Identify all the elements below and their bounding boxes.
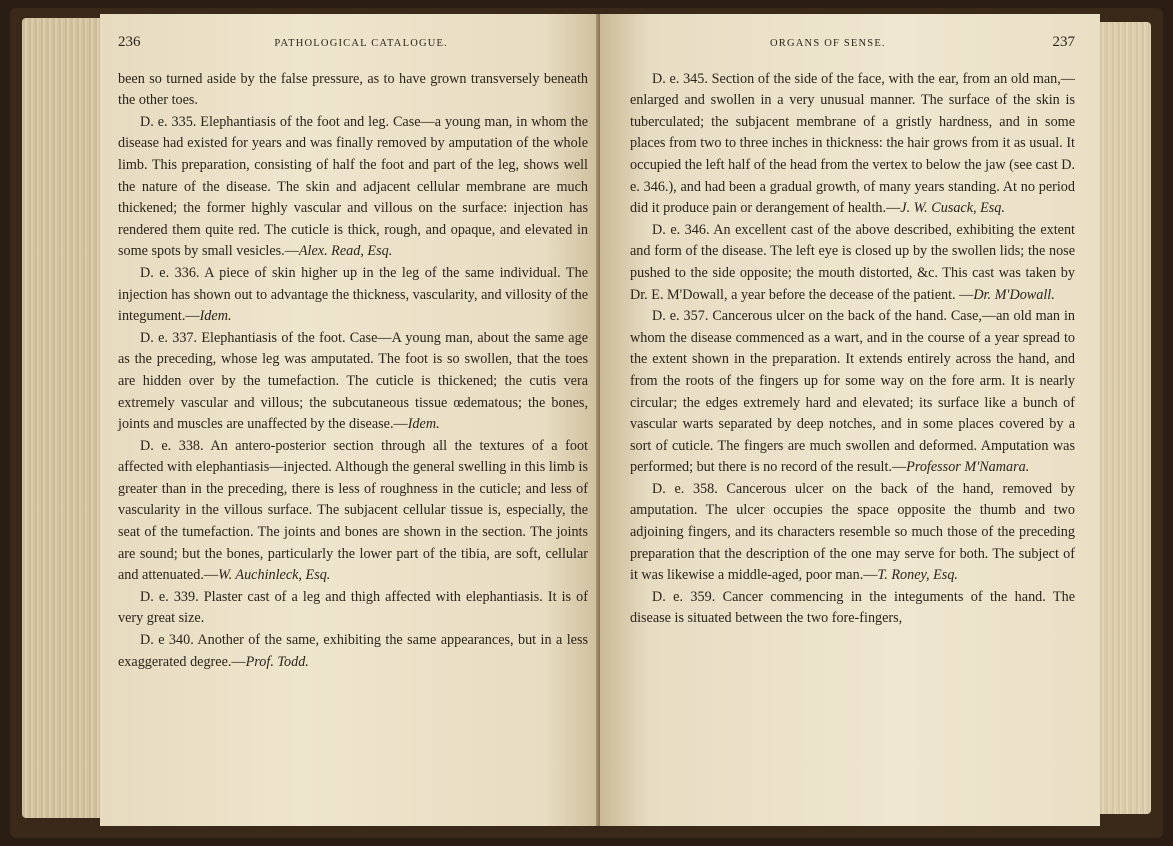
attribution: Idem. (199, 308, 232, 325)
left-page-text (118, 32, 588, 673)
paragraph: D. e. 336. A piece of skin higher up in the leg of the same individual. The injection has shown out to advantage the thickness, vascularity, and villosity of the integument.—Idem. (118, 264, 588, 325)
paragraph: D. e. 339. Plaster cast of a leg and thigh affected with elephantiasis. It is of very great size. (118, 588, 588, 627)
right-page (600, 14, 1100, 826)
page-number: 236 (118, 34, 141, 50)
paragraph: D. e. 337. Elephantiasis of the foot. Case—A young man, about the same age as the preceding, whose leg was amputated. The foot is so swollen, that the toes are hidden over by the tumefaction. The cuticle is thickened; the cutis vera extremely vascular and villous; the subcutaneous tissue œdematous; the bones, joints and muscles are unaffected by the disease.—Idem. (118, 329, 588, 433)
running-head: ORGANS OF SENSE. (770, 38, 886, 49)
running-head: PATHOLOGICAL CATALOGUE. (274, 38, 448, 49)
right-page-header (630, 32, 1075, 55)
attribution: Idem. (407, 416, 440, 433)
paragraph: D. e. 357. Cancerous ulcer on the back of the hand. Case,—an old man in whom the disease commenced as a wart, and in the course of a year spread to the extent shown in the preparation. It extends entirely across the hand, and from the roots of the fingers up for some way on the fore arm. It is nearly circular; the edges extremely hard and elevated; its surface like a bunch of vascular warts separated by deep notches, and in some places covered by a sort of cuticle. The fingers are much swollen and deformed. Amputation was performed; but there is no record of the result.—Professor M'Namara. (630, 308, 1075, 476)
attribution: J. W. Cusack, Esq. (900, 200, 1005, 217)
paragraph: D. e. 358. Cancerous ulcer on the back of the hand, removed by amputation. The ulcer occupies the space opposite the thumb and two adjoining fingers, and its characters resemble so much those of the preceding preparation that the description of the one may serve for both. The subject of it was likewise a middle-aged, poor man.—T. Roney, Esq. (630, 480, 1075, 584)
paragraph: been so turned aside by the false pressure, as to have grown transversely beneath the other toes. (118, 70, 588, 109)
attribution: Prof. Todd. (245, 653, 309, 670)
paragraph: D. e. 345. Section of the side of the face, with the ear, from an old man,—enlarged and swollen in a very unusual manner. The surface of the skin is tuberculated; the subjacent membrane of a gristly hardness, and in some places from two to three inches in thickness: the hair grows from it as usual. It occupied the left half of the head from the vertex to below the jaw (see cast D. e. 346.), and had been a gradual growth, of many years standing. At no period did it produce pain or derangement of health.—J. W. Cusack, Esq. (630, 70, 1075, 217)
attribution: W. Auchinleck, Esq. (218, 567, 331, 584)
right-page-text (630, 32, 1075, 630)
paragraph: D. e. 346. An excellent cast of the above described, exhibiting the extent and form of the disease. The left eye is closed up by the swollen lids; the nose pushed to the side opposite; the mouth distorted, &c. This cast was taken by Dr. E. M'Dowall, a year before the decease of the patient. —Dr. M'Dowall. (630, 221, 1075, 303)
page-number: 237 (1052, 34, 1075, 50)
paragraph: D. e 340. Another of the same, exhibiting the same appearances, but in a less exaggerated degree.—Prof. Todd. (118, 632, 588, 670)
attribution: Alex. Read, Esq. (298, 243, 393, 260)
paragraph: D. e. 335. Elephantiasis of the foot and leg. Case—a young man, in whom the disease had existed for years and was finally removed by amputation of the whole limb. This preparation, consisting of half the foot and part of the leg, shows well the nature of the disease. The skin and adjacent cellular membrane are much thickened; the former highly vascular and villous on the surface: injection has rendered them quite red. The cuticle is thick, rough, and opaque, and elevated in some spots by small vesicles.—Alex. Read, Esq. (118, 113, 588, 260)
paragraph: D. e. 359. Cancer commencing in the integuments of the hand. The disease is situated between the two fore-fingers, (630, 588, 1075, 627)
left-page (100, 14, 605, 826)
attribution: Dr. M'Dowall. (973, 286, 1055, 303)
paragraph: D. e. 338. An antero-posterior section through all the textures of a foot affected with elephantiasis—injected. Although the general swelling in this limb is greater than in the preceding, there is less of roughness in the cuticle; and less of vascularity in the villous surface. The subjacent cellular tissue is, especially, the seat of the tumefaction. The joints and bones are shown in the section. The joints are sound; but the bones, particularly the lower part of the tibia, are soft, cellular and attenuated.—W. Auchinleck, Esq. (118, 437, 588, 584)
left-page-header (118, 32, 588, 55)
attribution: Professor M'Namara. (906, 459, 1030, 476)
attribution: T. Roney, Esq. (877, 567, 958, 584)
